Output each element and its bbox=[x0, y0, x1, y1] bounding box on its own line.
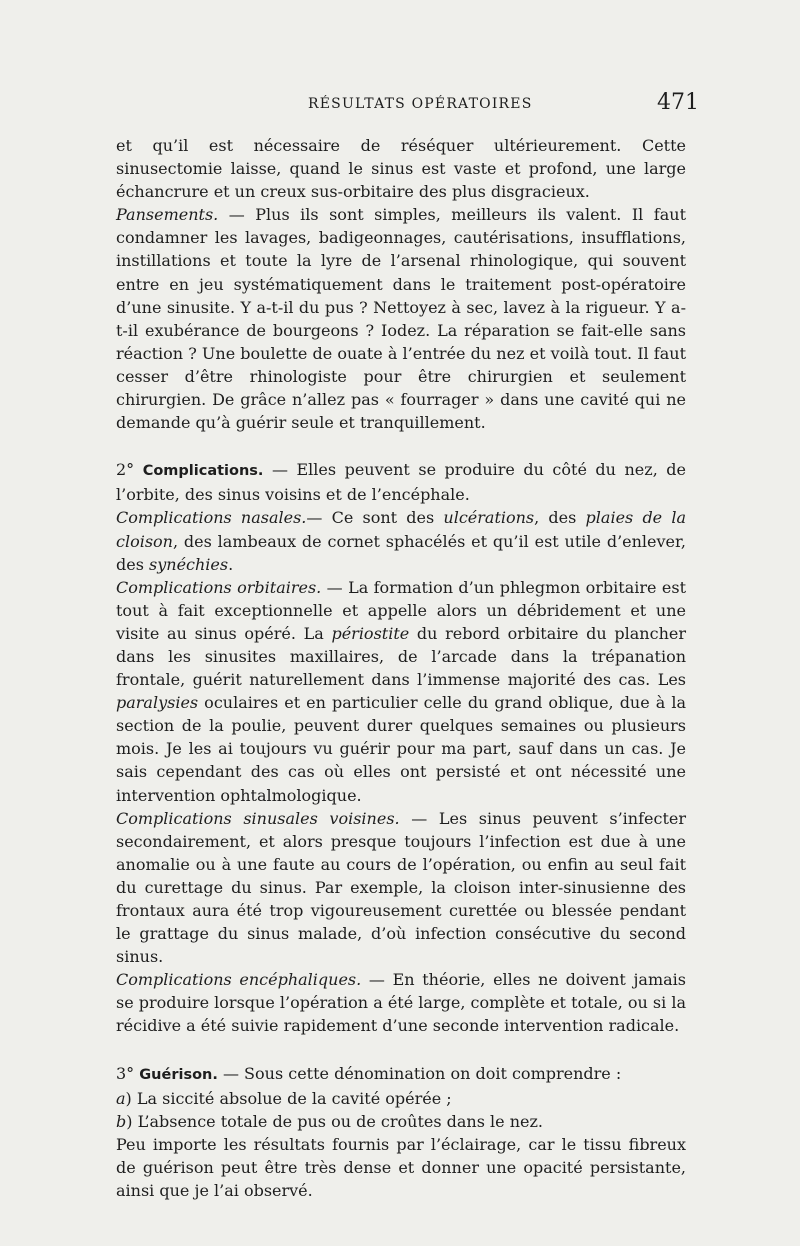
paragraph-continuation: et qu’il est nécessaire de réséquer ultérieurement. Cette sinusectomie laisse, quand le sinus est vaste et profond, une large échancrure et un creux sus-orbitaire des plus disgracieux. bbox=[116, 136, 686, 202]
paragraph-complications-encephaliques bbox=[116, 968, 686, 1037]
paragraph-complications-sinusales bbox=[116, 807, 686, 969]
guerison-number: 3° bbox=[116, 1063, 140, 1083]
running-title: RÉSULTATS OPÉRATOIRES bbox=[308, 96, 533, 112]
complications-text: — Elles peuvent se produire du côté du nez, de l’orbite, des sinus voisins et de l’encéphale. bbox=[116, 460, 687, 505]
nasales-text-1: — Ce sont des bbox=[306, 508, 444, 528]
nasales-label: Complications nasales. bbox=[116, 508, 307, 528]
complications-number: 2° bbox=[116, 460, 143, 480]
orbitaires-text-2: du rebord orbitaire du plancher dans les sinusites maxillaires, de l’arcade dans la trépanation frontale, guérit naturellement dans l’immense majorité des cas. Les bbox=[116, 623, 686, 690]
sinusales-label: Complications sinusales voisines. bbox=[116, 808, 400, 828]
guerison-text: — Sous cette dénomination on doit comprendre : bbox=[217, 1063, 622, 1083]
paragraph-complications bbox=[116, 458, 686, 506]
orbitaires-term-paralysies: paralysies bbox=[116, 693, 199, 713]
orbitaires-label: Complications orbitaires. bbox=[116, 577, 322, 597]
nasales-term-synechies: synéchies bbox=[149, 554, 229, 574]
orbitaires-text-3: oculaires et en particulier celle du grand oblique, due à la section de la poulie, peuvent durer quelques semaines ou plusieurs mois. Je les ai toujours vu guérir pour ma part, sauf dans un cas. Je sais cependant des cas où elles ont persisté et ont nécessité une intervention ophtalmologique. bbox=[116, 693, 686, 805]
paragraph-complications-nasales bbox=[116, 506, 686, 575]
paragraph-complications-orbitaires bbox=[116, 576, 686, 807]
nasales-text-2: , des bbox=[534, 508, 586, 528]
nasales-text-3: , des lambeaux de cornet sphacélés et qu’il est utile d’enlever, des bbox=[116, 531, 686, 574]
encephaliques-label: Complications encéphaliques. bbox=[116, 970, 362, 990]
sinusales-text: — Les sinus peuvent s’infecter secondairement, et alors presque toujours l’infection est due à une anomalie ou à une faute au cours de l’opération, ou enfin au seul fait du curettage du sinus. Par exemple, la cloison inter-sinusienne des frontaux aura été trop vigoureusement curettée ou blessée pendant le grattage du sinus malade, d’où infection consécutive du second sinus. bbox=[116, 808, 687, 967]
orbitaires-term-periostite: périostite bbox=[331, 623, 410, 643]
item-b-text: ) L’absence totale de pus ou de croûtes dans le nez. bbox=[126, 1111, 543, 1131]
item-b-letter: b bbox=[116, 1111, 127, 1131]
nasales-text-4: . bbox=[228, 554, 234, 574]
encephaliques-text: — En théorie, elles ne doivent jamais se produire lorsque l’opération a été large, complète et totale, ou si la récidive a été suivie rapidement d’une seconde intervention radicale. bbox=[116, 970, 687, 1036]
page-number: 471 bbox=[657, 90, 699, 115]
item-a-letter: a bbox=[116, 1088, 126, 1108]
paragraph-guerison bbox=[116, 1062, 686, 1087]
guerison-item-a bbox=[116, 1087, 686, 1110]
guerison-heading: Guérison. bbox=[139, 1066, 218, 1083]
guerison-item-b bbox=[116, 1110, 686, 1133]
orbitaires-text-1: — La formation d’un phlegmon orbitaire est tout à fait exceptionnelle et appelle alors un débridement et une visite au sinus opéré. La bbox=[116, 577, 686, 643]
paragraph-pansements bbox=[116, 203, 686, 434]
item-a-text: ) La siccité absolue de la cavité opérée ; bbox=[125, 1088, 452, 1108]
pansements-label: Pansements. bbox=[116, 205, 219, 225]
nasales-term-ulcerations: ulcérations bbox=[443, 508, 535, 528]
pansements-text: — Plus ils sont simples, meilleurs ils valent. Il faut condamner les lavages, badigeonnages, cautérisations, insufflations, instillations et toute la lyre de l’arsenal rhinologique, qui souvent entre en jeu systématiquement dans le traitement post-opératoire d’une sinusite. Y a-t-il du pus ? Nettoyez à sec, lavez à la rigueur. Y a-t-il exubérance de bourgeons ? Iodez. La réparation se fait-elle sans réaction ? Une boulette de ouate à l’entrée du nez et voilà tout. Il faut cesser d’être rhinologiste pour être chirurgien et seulement chirurgien. De grâce n’allez pas « fourrager » dans une cavité qui ne demande qu’à guérir seule et tranquillement. bbox=[116, 205, 686, 433]
nasales-term-plaies: plaies de la cloison bbox=[116, 508, 687, 551]
complications-heading: Complications. bbox=[142, 463, 264, 480]
paragraph-guerison-conclusion: Peu importe les résultats fournis par l’éclairage, car le tissu fibreux de guérison peut être très dense et donner une opacité persistante, ainsi que je l’ai observé. bbox=[116, 1134, 686, 1201]
page-body bbox=[116, 134, 686, 1202]
